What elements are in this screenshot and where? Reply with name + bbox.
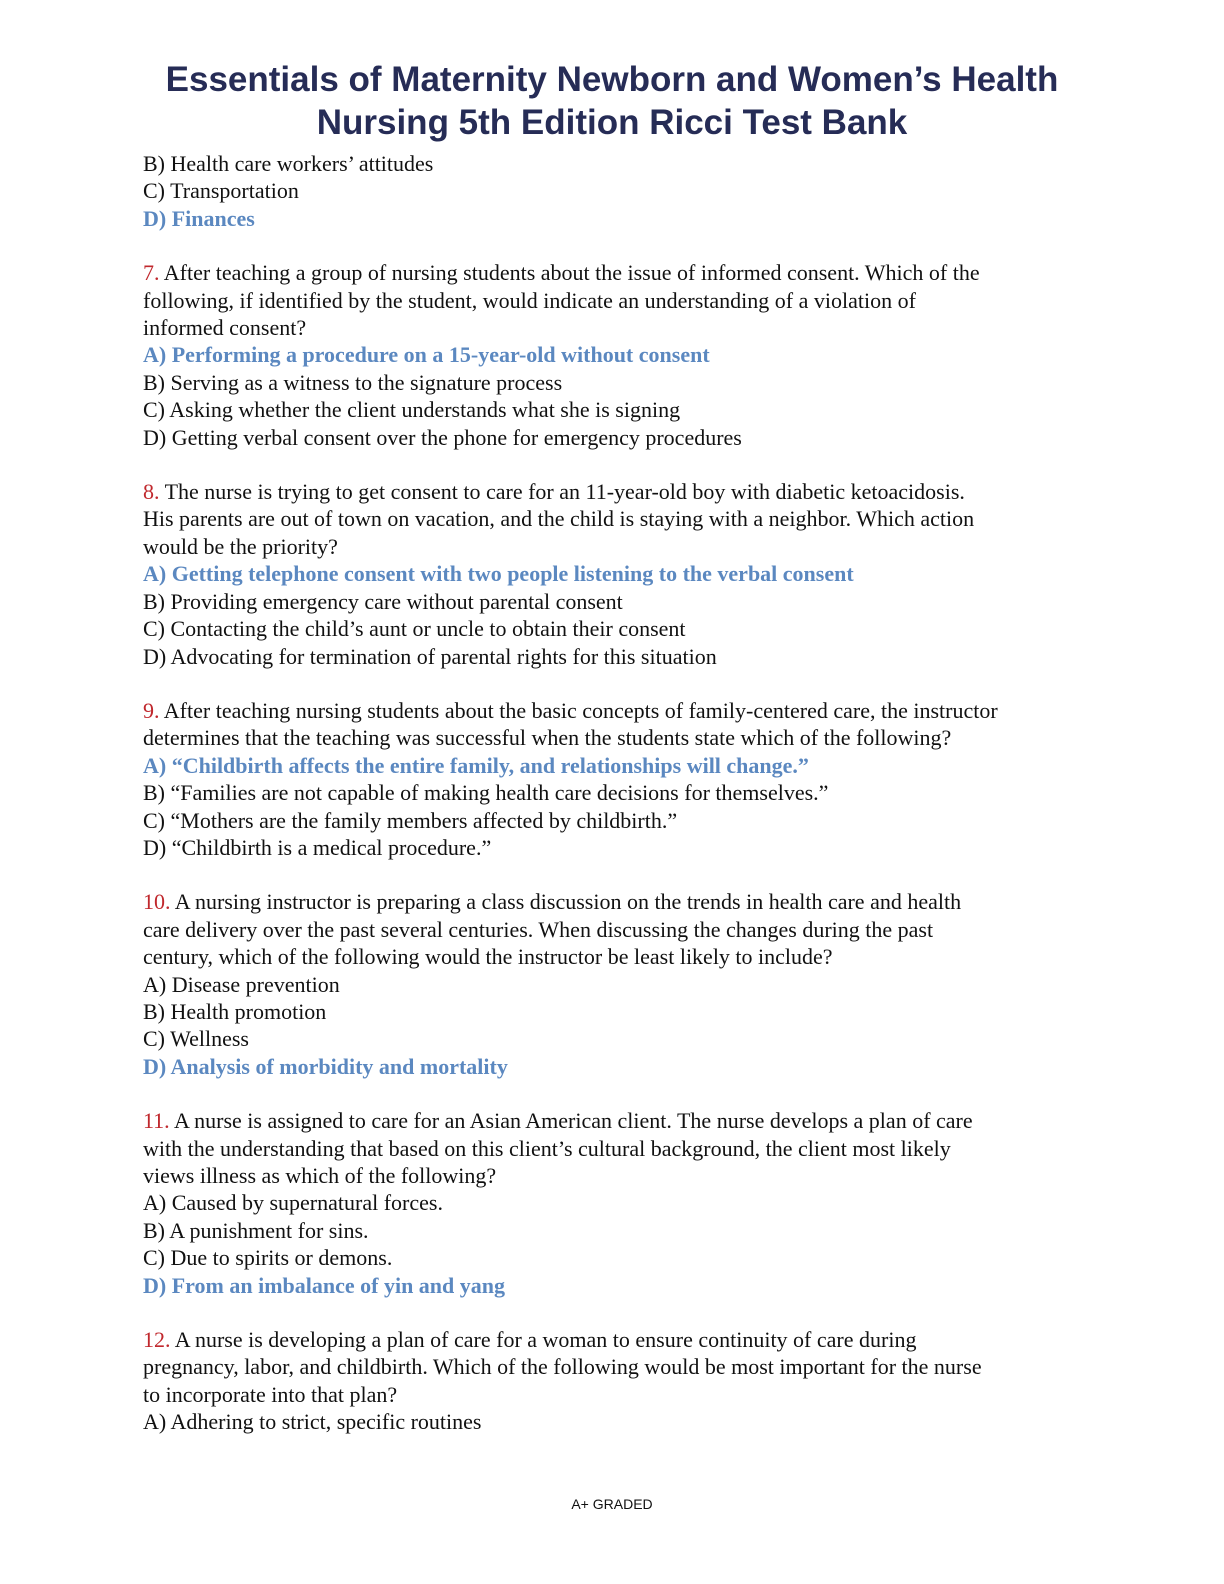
option-10a: A) Disease prevention bbox=[143, 971, 340, 997]
option-8a-correct: A) Getting telephone consent with two people listening to the verbal consent bbox=[143, 561, 854, 587]
option-6c: C) Transportation bbox=[143, 178, 299, 204]
option-10b: B) Health promotion bbox=[143, 998, 327, 1024]
option-9b: B) “Families are not capable of making health care decisions for themselves.” bbox=[143, 780, 829, 806]
question-9 bbox=[143, 697, 1103, 861]
option-11c: C) Due to spirits or demons. bbox=[143, 1245, 393, 1271]
option-10c: C) Wellness bbox=[143, 1026, 249, 1052]
page-footer: A+ GRADED bbox=[571, 1496, 653, 1512]
page-title-line-1: Essentials of Maternity Newborn and Women’s Health bbox=[165, 60, 1059, 99]
option-12a: A) Adhering to strict, specific routines bbox=[143, 1409, 482, 1435]
question-6-options bbox=[143, 150, 1103, 232]
option-9a-correct: A) “Childbirth affects the entire family, and relationships will change.” bbox=[143, 752, 809, 778]
question-stem: His parents are out of town on vacation, and the child is staying with a neighbor. Which action bbox=[143, 506, 975, 532]
question-stem: century, which of the following would the instructor be least likely to include? bbox=[143, 944, 833, 970]
option-7c: C) Asking whether the client understands what she is signing bbox=[143, 397, 681, 423]
option-11d-correct: D) From an imbalance of yin and yang bbox=[143, 1272, 506, 1298]
question-stem: care delivery over the past several centuries. When discussing the changes during the past bbox=[143, 916, 934, 942]
question-number: 8. bbox=[143, 479, 160, 505]
option-7a-correct: A) Performing a procedure on a 15-year-old without consent bbox=[143, 342, 710, 368]
option-7b: B) Serving as a witness to the signature process bbox=[143, 369, 563, 395]
option-11b: B) A punishment for sins. bbox=[143, 1217, 369, 1243]
question-stem: The nurse is trying to get consent to care for an 11-year-old boy with diabetic ketoacidosis. bbox=[159, 479, 965, 505]
question-stem: informed consent? bbox=[143, 315, 307, 341]
option-6b: B) Health care workers’ attitudes bbox=[143, 151, 434, 176]
option-9c: C) “Mothers are the family members affected by childbirth.” bbox=[143, 807, 678, 833]
question-stem: After teaching a group of nursing students about the issue of informed consent. Which of the bbox=[159, 260, 980, 286]
option-9d: D) “Childbirth is a medical procedure.” bbox=[143, 834, 492, 860]
question-stem: After teaching nursing students about the basic concepts of family-centered care, the instructor bbox=[159, 697, 998, 723]
question-number: 10. bbox=[143, 889, 171, 915]
question-7 bbox=[143, 259, 1103, 451]
question-8 bbox=[143, 478, 1103, 670]
page-title bbox=[0, 58, 1224, 144]
question-stem: determines that the teaching was successful when the students state which of the following? bbox=[143, 725, 952, 751]
option-8d: D) Advocating for termination of parental rights for this situation bbox=[143, 643, 717, 669]
question-stem: views illness as which of the following? bbox=[143, 1163, 497, 1188]
question-number: 11. bbox=[143, 1108, 170, 1134]
option-6d-correct: D) Finances bbox=[143, 205, 255, 231]
question-stem: with the understanding that based on this client’s cultural background, the client most likely bbox=[143, 1135, 951, 1161]
question-stem: to incorporate into that plan? bbox=[143, 1381, 398, 1407]
question-12 bbox=[143, 1326, 1103, 1436]
question-number: 7. bbox=[143, 260, 160, 286]
page-title-line-2: Nursing 5th Edition Ricci Test Bank bbox=[316, 103, 908, 142]
question-stem: pregnancy, labor, and childbirth. Which of the following would be most important for the nurse bbox=[143, 1354, 982, 1380]
question-stem: would be the priority? bbox=[143, 533, 338, 559]
option-8b: B) Providing emergency care without parental consent bbox=[143, 588, 623, 614]
document-body bbox=[143, 150, 1103, 1436]
question-stem: A nurse is assigned to care for an Asian American client. The nurse develops a plan of care bbox=[169, 1108, 973, 1134]
option-8c: C) Contacting the child’s aunt or uncle to obtain their consent bbox=[143, 616, 686, 642]
option-10d-correct: D) Analysis of morbidity and mortality bbox=[143, 1053, 508, 1079]
question-stem: following, if identified by the student, would indicate an understanding of a violation of bbox=[143, 287, 916, 313]
question-stem: A nursing instructor is preparing a class discussion on the trends in health care and health bbox=[170, 889, 962, 915]
question-number: 9. bbox=[143, 697, 160, 723]
question-11 bbox=[143, 1107, 1103, 1299]
option-7d: D) Getting verbal consent over the phone for emergency procedures bbox=[143, 424, 742, 450]
option-11a: A) Caused by supernatural forces. bbox=[143, 1190, 443, 1216]
question-number: 12. bbox=[143, 1327, 171, 1353]
question-stem: A nurse is developing a plan of care for a woman to ensure continuity of care during bbox=[170, 1327, 917, 1353]
question-10 bbox=[143, 888, 1103, 1080]
